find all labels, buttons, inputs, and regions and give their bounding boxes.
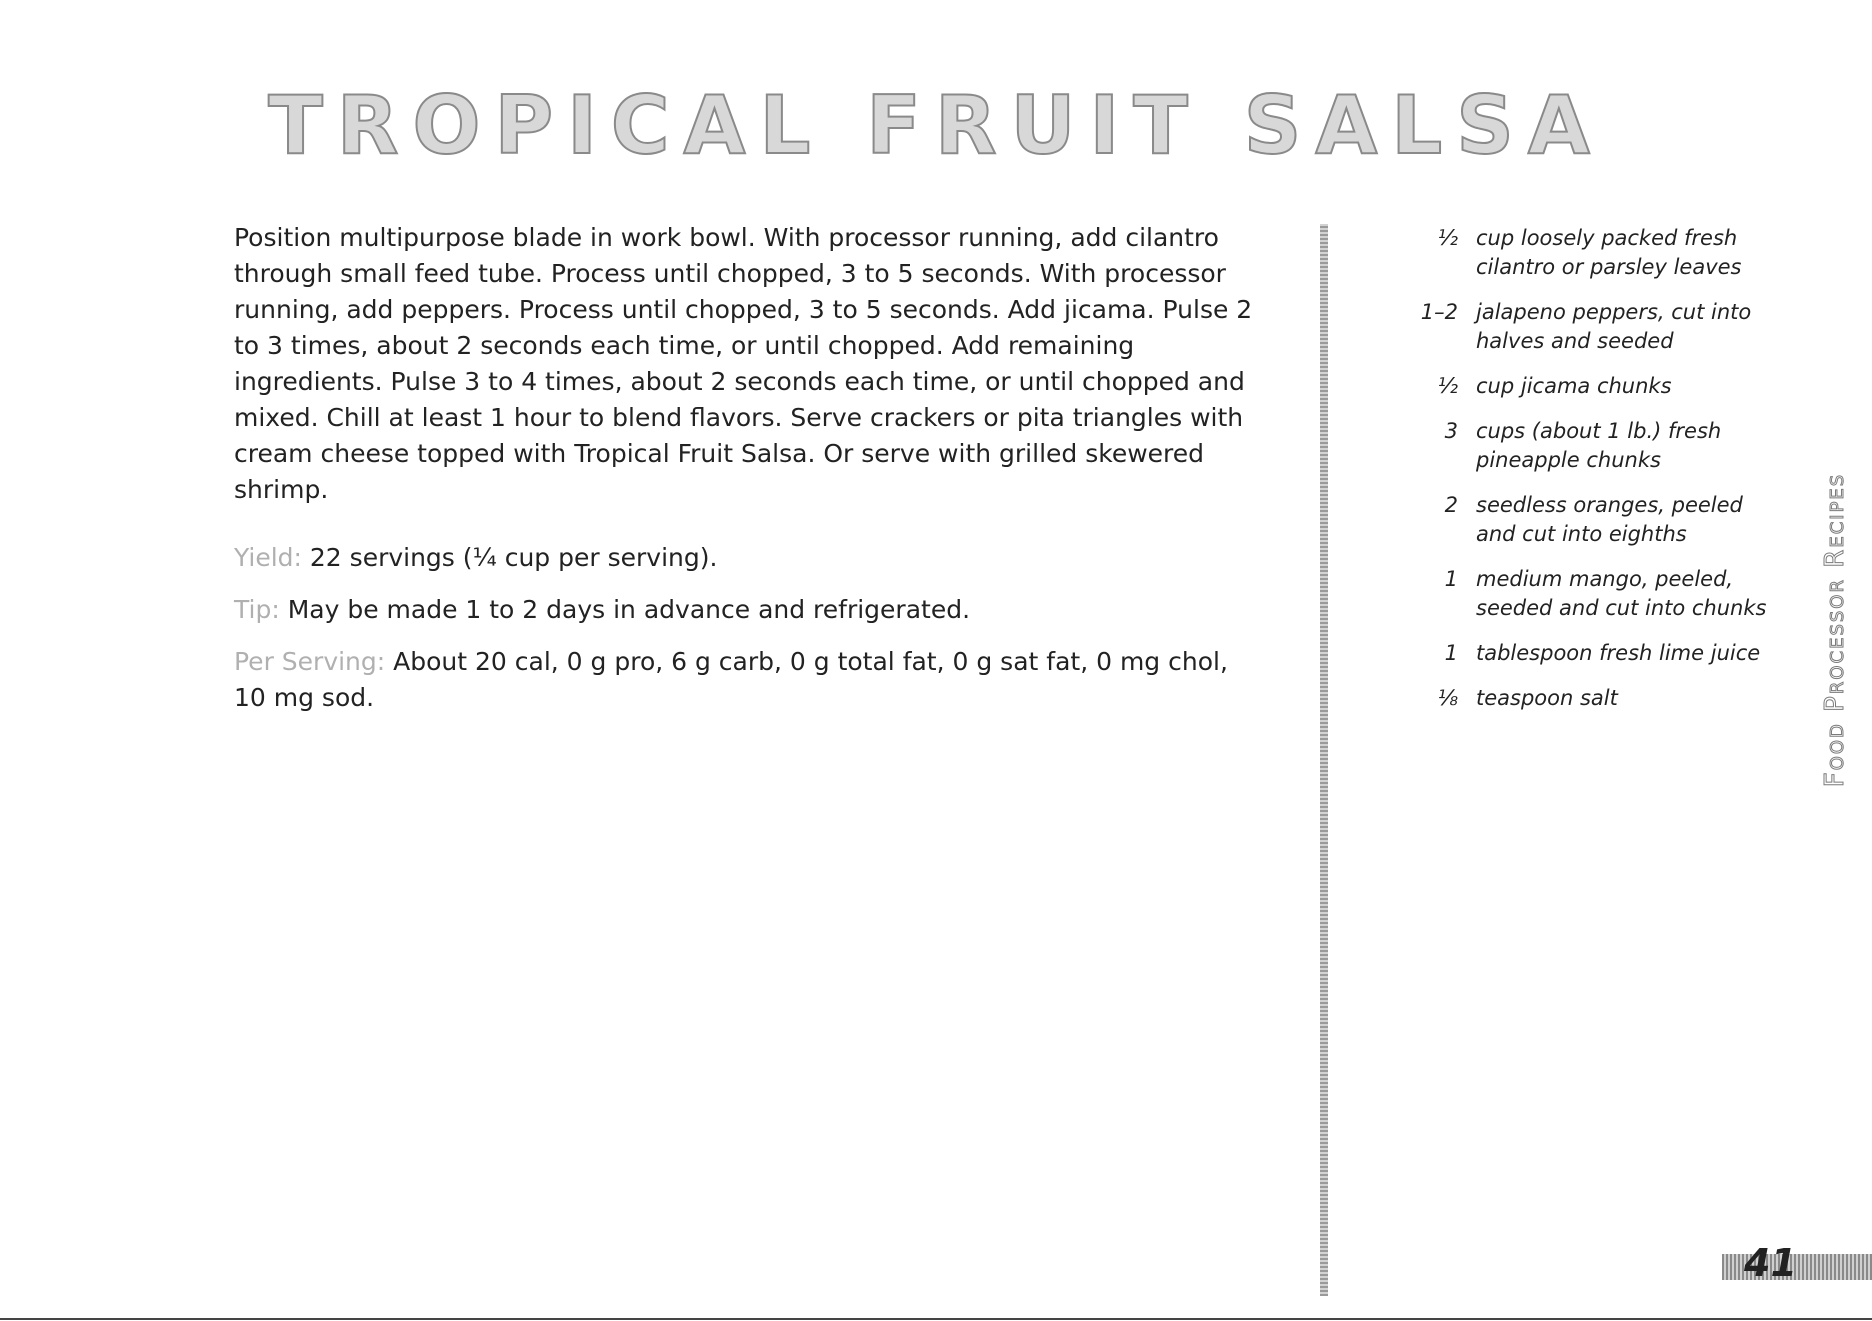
tip-label: Tip: [234, 595, 280, 624]
recipe-title: TROPICAL FRUIT SALSA [268, 79, 1604, 172]
ingredient-item [1400, 565, 1800, 623]
ingredient-qty: ½ [1437, 226, 1458, 250]
ingredient-item [1400, 224, 1800, 282]
tip-note [234, 592, 1254, 628]
yield-note [234, 540, 1254, 576]
ingredient-qty: ½ [1437, 374, 1458, 398]
ingredient-item [1400, 491, 1800, 549]
ingredient-list [1400, 224, 1800, 729]
tip-text: May be made 1 to 2 days in advance and refrigerated. [287, 595, 971, 624]
ingredient-qty: 1 [1444, 641, 1458, 665]
ingredient-desc: jalapeno peppers, cut into halves and seeded [1476, 300, 1752, 353]
ingredient-desc: tablespoon fresh lime juice [1476, 641, 1761, 665]
yield-label: Yield: [234, 543, 302, 572]
ingredient-desc: cup jicama chunks [1476, 374, 1672, 398]
ingredient-desc: teaspoon salt [1476, 686, 1618, 710]
ingredient-qty: 1–2 [1420, 300, 1458, 324]
column-divider [1320, 224, 1328, 1296]
ingredient-item [1400, 684, 1800, 713]
section-side-label [1812, 430, 1858, 830]
instructions [234, 220, 1254, 508]
ingredient-item [1400, 639, 1800, 668]
ingredient-qty: ⅛ [1437, 686, 1458, 710]
per-serving-text: About 20 cal, 0 g pro, 6 g carb, 0 g total fat, 0 g sat fat, 0 mg chol, 10 mg sod. [234, 647, 1228, 712]
side-label-text: Food Processor Recipes [1820, 472, 1850, 788]
page-number: 41 [1744, 1241, 1797, 1285]
ingredient-qty: 3 [1444, 419, 1458, 443]
ingredient-desc: seedless oranges, peeled and cut into eighths [1476, 493, 1743, 546]
per-serving-label: Per Serving: [234, 647, 386, 676]
instructions-text: Position multipurpose blade in work bowl. With processor running, add cilantro through small feed tube. Process until chopped, 3 to 5 seconds. With processor running, add peppers. Process until chopped, 3 to 5 seconds. Add jicama. Pulse 2 to 3 times, about 2 seconds each time, or until chopped. Add remaining ingredients. Pulse 3 to 4 times, about 2 seconds each time, or until chopped and mixed. Chill at least 1 hour to blend flavors. Serve crackers or pita triangles with cream cheese topped with Tropical Fruit Salsa. Or serve with grilled skewered shrimp. [234, 223, 1253, 504]
ingredient-desc: cup loosely packed fresh cilantro or parsley leaves [1476, 226, 1742, 279]
bottom-rule [0, 1318, 1872, 1320]
ingredient-desc: cups (about 1 lb.) fresh pineapple chunks [1476, 419, 1722, 472]
ingredient-desc: medium mango, peeled, seeded and cut into chunks [1476, 567, 1767, 620]
ingredient-item [1400, 298, 1800, 356]
yield-text: 22 servings (¼ cup per serving). [309, 543, 718, 572]
per-serving-note [234, 644, 1254, 716]
ingredient-qty: 2 [1444, 493, 1458, 517]
recipe-notes [234, 540, 1254, 732]
ingredient-qty: 1 [1444, 567, 1458, 591]
ingredient-item [1400, 372, 1800, 401]
ingredient-item [1400, 417, 1800, 475]
